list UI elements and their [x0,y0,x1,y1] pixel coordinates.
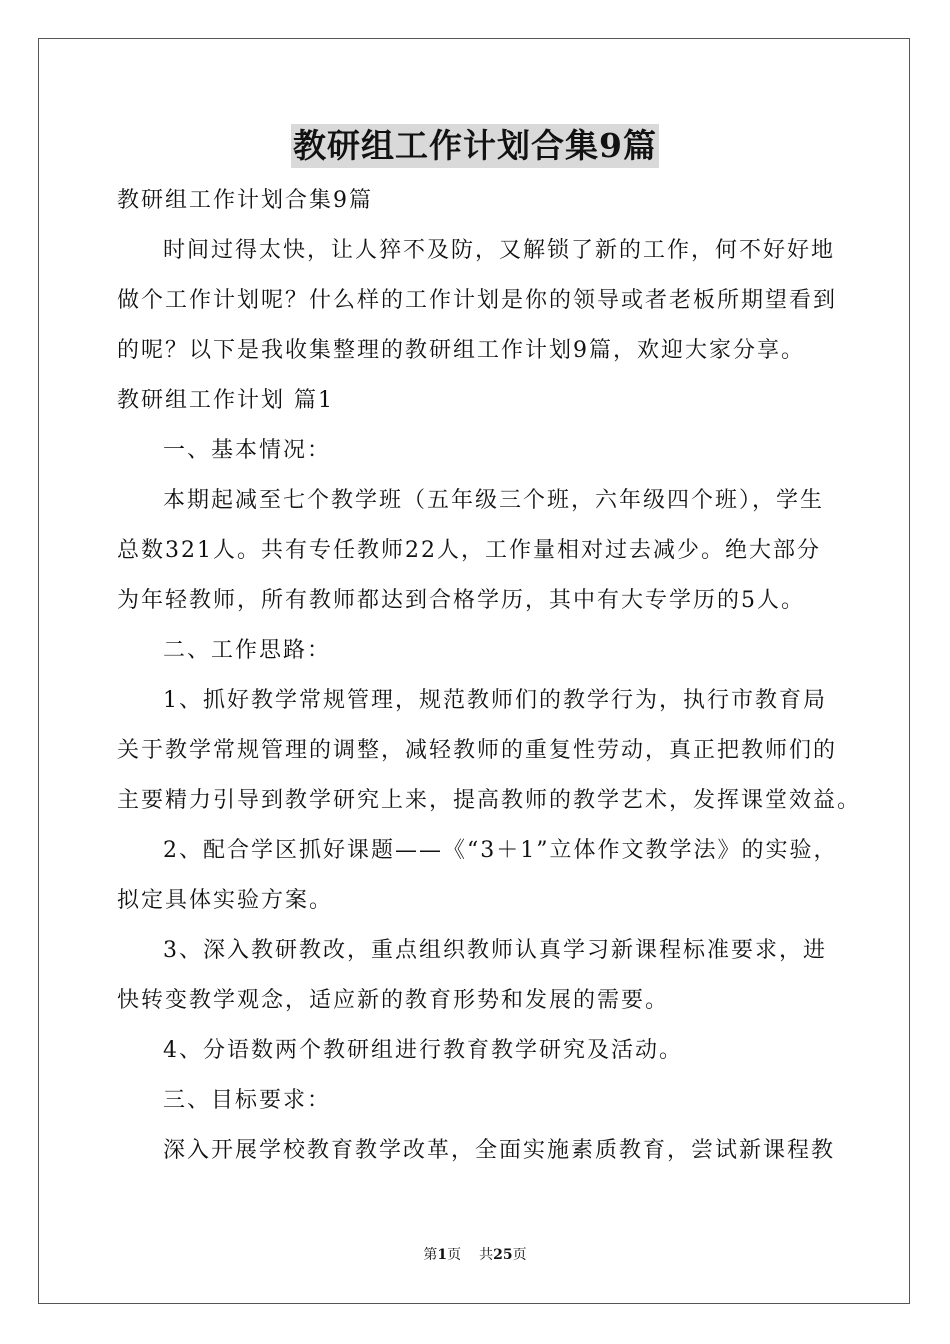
text-line: 快转变教学观念，适应新的教育形势和发展的需要。 [117,988,670,1013]
text-line: 主要精力引导到教学研究上来，提高教师的教学艺术，发挥课堂效益。 [117,788,862,813]
page-prefix: 第 [423,1247,438,1263]
text-line: 时间过得太快，让人猝不及防，又解锁了新的工作，何不好好地 [163,238,836,263]
page-footer [0,1245,950,1265]
title-wrap [0,124,950,168]
text-line: 拟定具体实验方案。 [117,888,334,913]
total-suffix: 页 [512,1247,527,1263]
text-line: 三、目标要求： [163,1088,332,1113]
text-line: 深入开展学校教育教学改革，全面实施素质教育，尝试新课程教 [163,1138,836,1163]
current-page-number: 1 [437,1247,448,1263]
total-prefix: 共 [479,1247,494,1263]
text-line: 总数321人。共有专任教师22人，工作量相对过去减少。绝大部分 [117,538,821,563]
document-title: 教研组工作计划合集9篇 [291,124,659,168]
text-line: 二、工作思路： [163,638,332,663]
text-line: 做个工作计划呢？什么样的工作计划是你的领导或者老板所期望看到 [117,288,838,313]
section-heading: 教研组工作计划 篇1 [117,388,334,413]
text-line: 一、基本情况： [163,438,332,463]
text-line: 的呢？以下是我收集整理的教研组工作计划9篇，欢迎大家分享。 [117,338,805,363]
page-suffix: 页 [447,1247,462,1263]
text-line: 3、深入教研教改，重点组织教师认真学习新课程标准要求，进 [163,938,827,963]
text-line: 为年轻教师，所有教师都达到合格学历，其中有大专学历的5人。 [117,588,805,613]
document-body [117,176,862,1176]
total-pages-number: 25 [493,1247,513,1263]
text-line: 本期起减至七个教学班（五年级三个班，六年级四个班），学生 [163,488,825,513]
text-line: 2、配合学区抓好课题——《“3＋1”立体作文教学法》的实验， [163,838,838,863]
text-line: 4、分语数两个教研组进行教育教学研究及活动。 [163,1038,683,1063]
text-line: 1、抓好教学常规管理，规范教师们的教学行为，执行市教育局 [163,688,827,713]
text-line: 教研组工作计划合集9篇 [117,188,373,213]
text-line: 关于教学常规管理的调整，减轻教师的重复性劳动，真正把教师们的 [117,738,838,763]
